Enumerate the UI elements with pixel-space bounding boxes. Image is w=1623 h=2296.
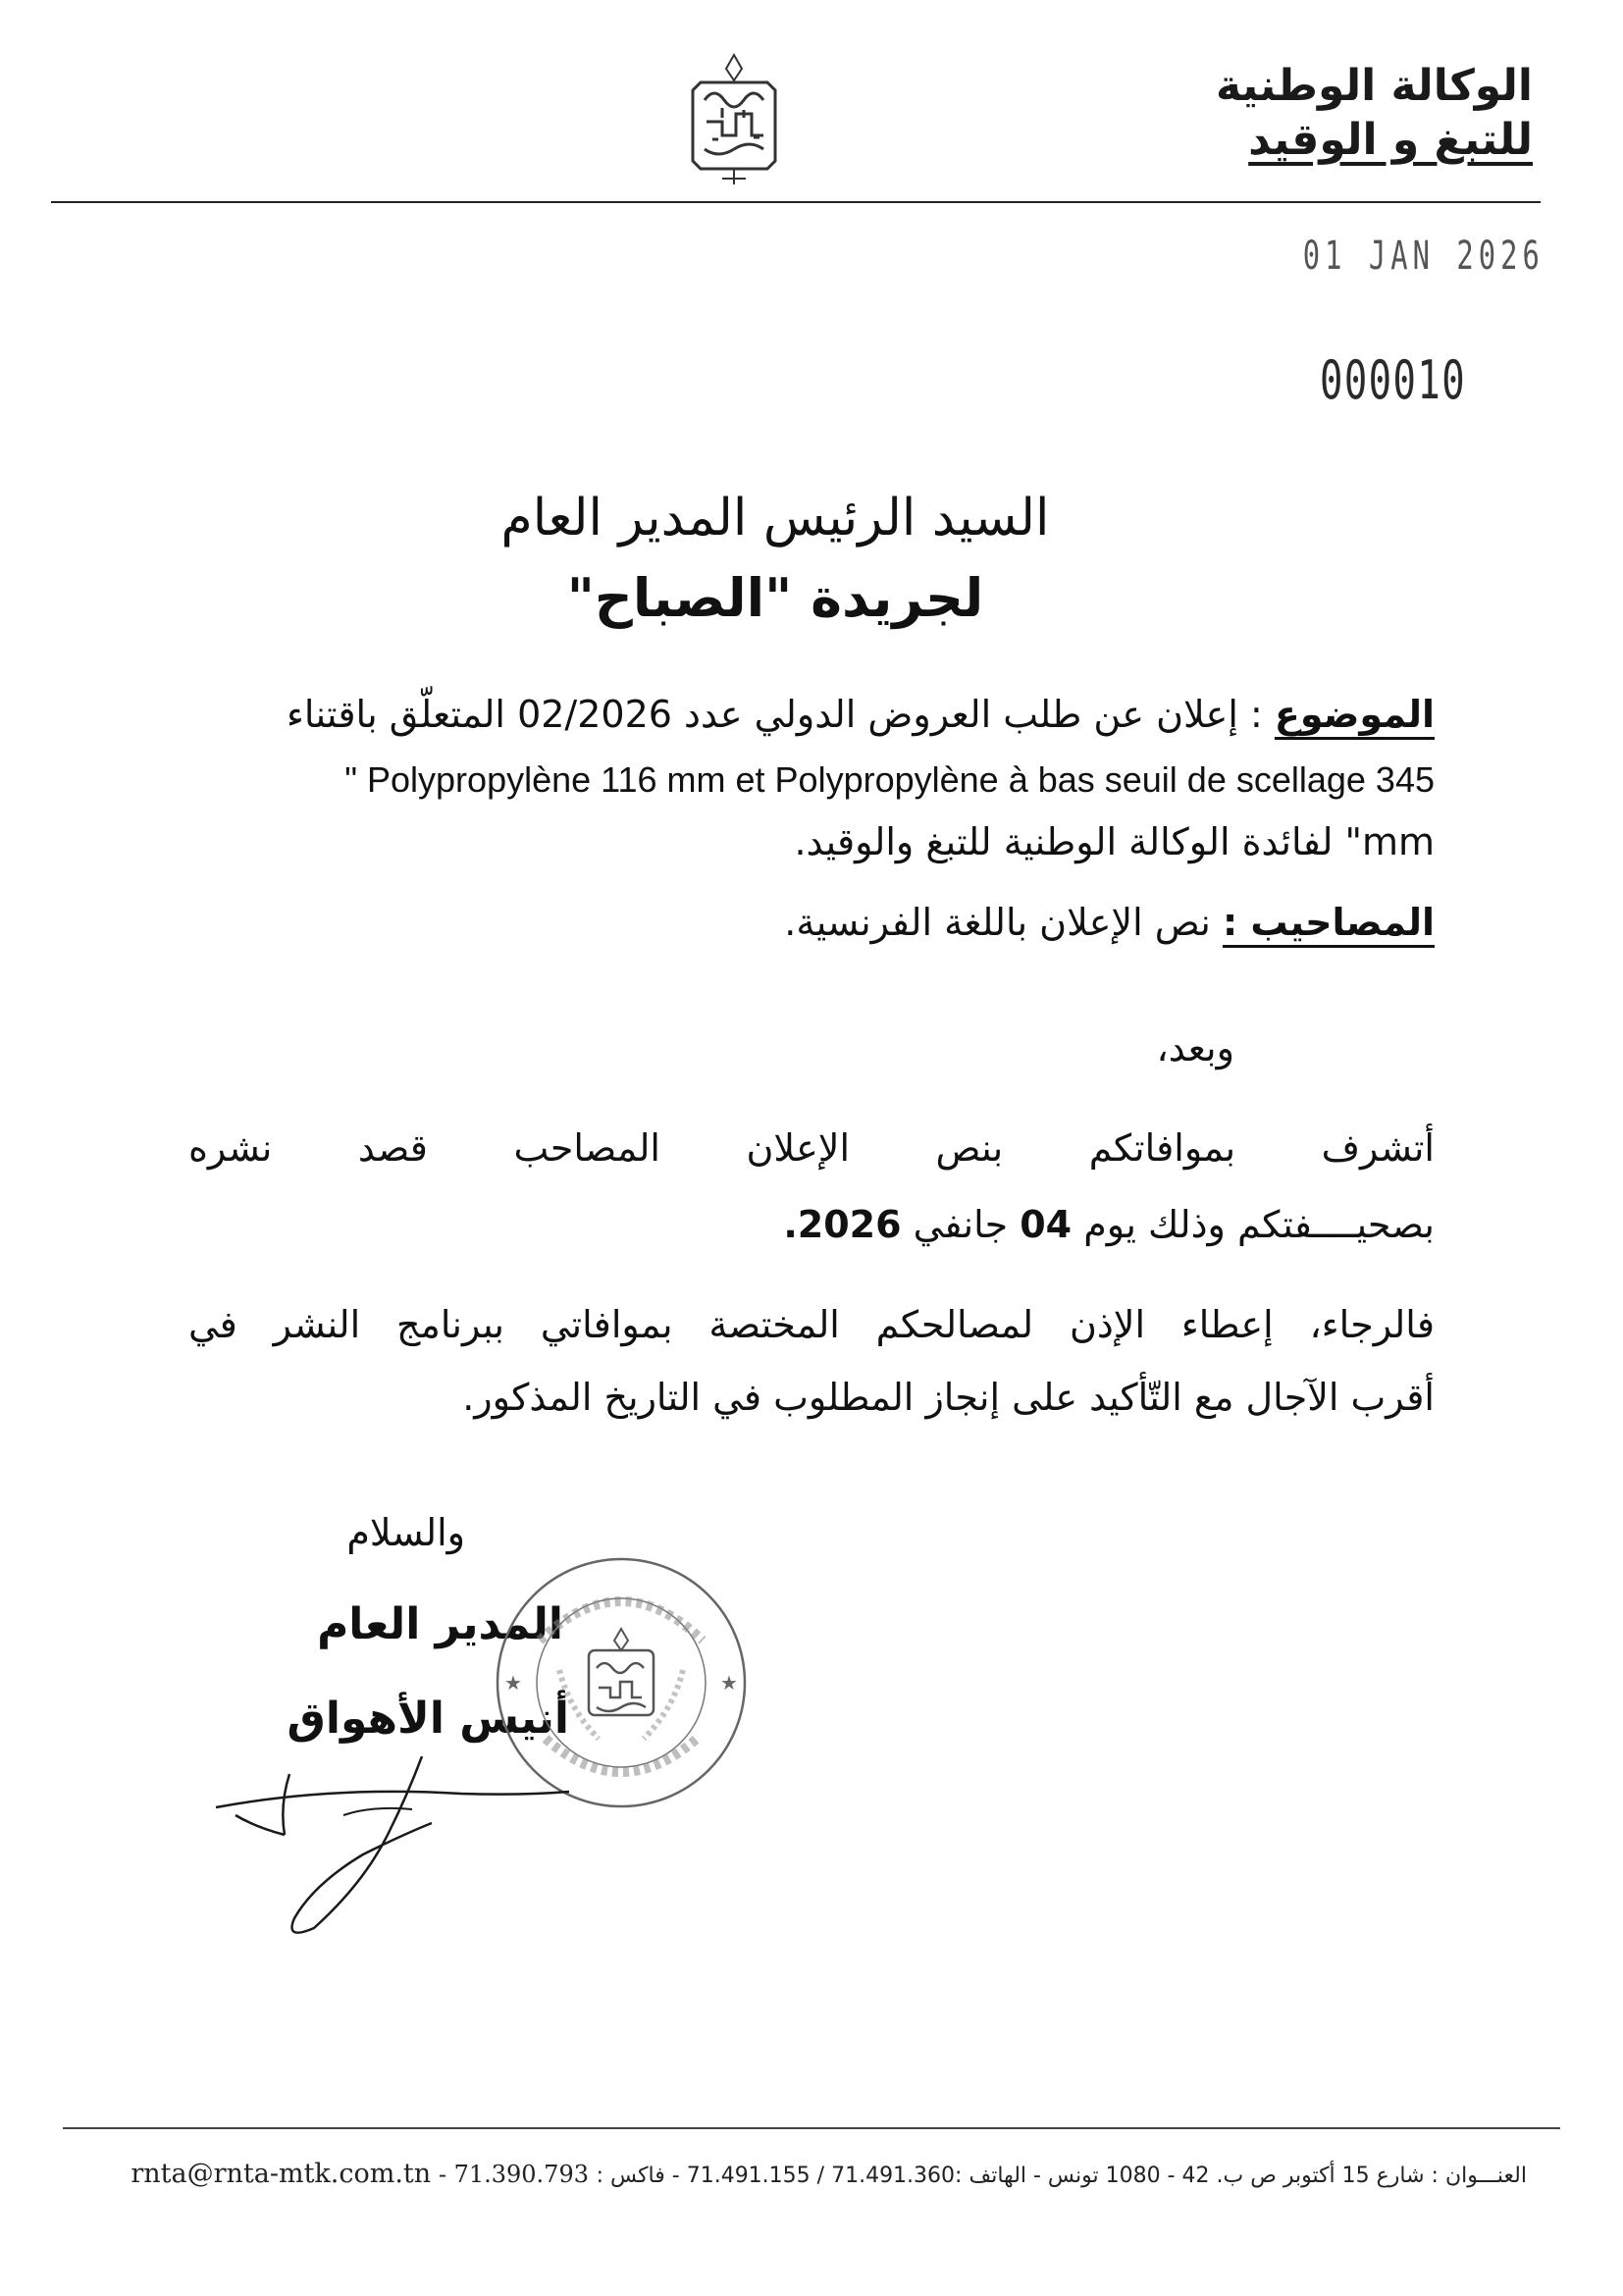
- paragraph-1-line-2: [188, 1203, 1435, 1246]
- subject-line-3: mm" لفائدة الوكالة الوطنية للتبغ والوقيد.: [794, 820, 1435, 863]
- enclosure-label: المصاحيب :: [1222, 901, 1435, 944]
- publish-year: 2026.: [783, 1203, 902, 1246]
- closing-salutation: والسلام: [346, 1511, 465, 1554]
- paragraph-2-line-2: أقرب الآجال مع التّأكيد على إنجاز المطلوب في التاريخ المذكور.: [462, 1376, 1435, 1419]
- subject-label: الموضوع: [1274, 693, 1435, 736]
- footer-divider: [63, 2127, 1560, 2129]
- addressee-title: السيد الرئيس المدير العام: [500, 489, 1050, 548]
- publish-month: جانفي: [901, 1203, 1021, 1246]
- paragraph-2-line-1: فالرجاء، إعطاء الإذن لمصالحكم المختصة بموافاتي ببرنامج النشر في: [188, 1303, 1435, 1346]
- footer-email: rnta@rnta-mtk.com.tn: [131, 2159, 432, 2189]
- paragraph-1-prefix: بصحيــــفتكم وذلك يوم: [1072, 1203, 1435, 1246]
- reference-number: 000010: [1319, 349, 1466, 411]
- paragraph-1-line-1: أتشرف بموافاتكم بنص الإعلان المصاحب قصد نشره: [188, 1126, 1435, 1170]
- header-divider: [51, 201, 1541, 203]
- subject-text-1: إعلان عن طلب العروض الدولي عدد 02/2026 المتعلّق باقتناء: [287, 693, 1238, 736]
- subject-separator: :: [1237, 693, 1275, 736]
- svg-text:★: ★: [504, 1671, 522, 1695]
- subject-line-1: [188, 693, 1435, 736]
- footer-address: rnta@rnta-mtk.com.tn - 71.390.793 العنـــوان : شارع 15 أكتوبر ص ب. 42 - 1080 تونس - الهاتف :71.491.360 / 71.491.155 - فاكس :: [131, 2159, 1527, 2189]
- footer-fax: 71.390.793: [453, 2161, 589, 2188]
- footer-arabic-address: العنـــوان : شارع 15 أكتوبر ص ب. 42 - 1080 تونس - الهاتف :71.491.360 / 71.491.155 - فاكس :: [596, 2164, 1527, 2188]
- signatory-title: المدير العام: [317, 1599, 563, 1649]
- date-stamp: 01 JAN 2026: [1302, 234, 1544, 279]
- agency-name-line2: للتبغ و الوقيد: [1248, 115, 1533, 165]
- agency-name-line1: الوكالة الوطنية: [1215, 61, 1533, 111]
- enclosure-text: نص الإعلان باللغة الفرنسية.: [784, 901, 1223, 944]
- agency-header: [1216, 59, 1533, 167]
- svg-text:★: ★: [720, 1671, 738, 1695]
- agency-logo-icon: [683, 51, 785, 188]
- greeting: وبعد،: [1156, 1026, 1234, 1070]
- subject-line-2: " Polypropylène 116 mm et Polypropylène à bas seuil de scellage 345: [344, 759, 1435, 800]
- handwritten-signature-icon: [196, 1756, 589, 1943]
- addressee-newspaper: لجريدة "الصباح": [566, 567, 984, 629]
- enclosure-line: [188, 901, 1435, 944]
- signatory-name: أنيس الأهواق: [287, 1694, 569, 1744]
- publish-day: 04: [1020, 1203, 1073, 1246]
